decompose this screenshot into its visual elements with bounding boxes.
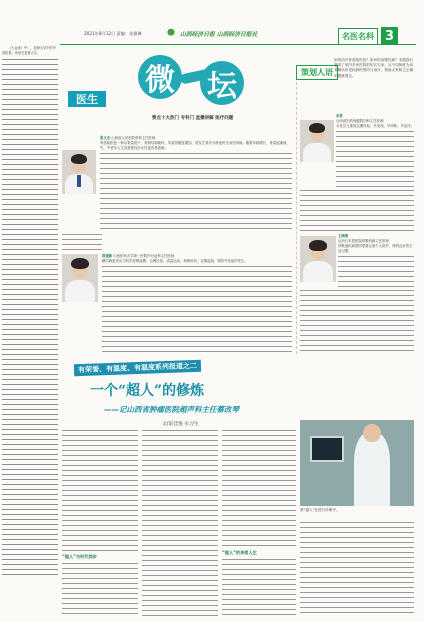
story-column-1 (62, 428, 138, 616)
expert-2-photo (62, 254, 98, 302)
feature-body-lines-2 (300, 288, 414, 352)
hair-shape (71, 154, 87, 165)
expert-4-name: 王晓燕 (338, 234, 349, 238)
story-subhead-1: “超人”与时代同步 (62, 554, 97, 559)
story-column-2-lines (142, 428, 218, 616)
story-column-4 (300, 520, 414, 616)
coat-shape (303, 143, 332, 162)
expert-4-title: 山西白求恩医院呼吸科副主任医师 (338, 239, 389, 244)
feature-body-2 (300, 288, 414, 352)
expert-4-body (338, 254, 414, 288)
doctor-head (363, 424, 381, 442)
section-label: 名医名科 (338, 28, 378, 45)
story-main-title: 一个“超人”的修炼 (90, 383, 205, 399)
expert-2-name: 段建新 (102, 254, 113, 258)
story-photo-caption: 蔡“超人”在进行诊断中。 (300, 508, 340, 512)
banner-char-2: 坛 (200, 61, 244, 105)
story-column-1-lines-2 (62, 561, 138, 615)
coat-shape (303, 261, 333, 282)
left-column-lead: 《大众来》中），亚研大学中的中西医系。冲里总是看大生。 (2, 46, 56, 55)
feature-body-lines (300, 188, 414, 232)
expert-1-photo (62, 150, 96, 194)
newspaper-logo (167, 28, 315, 38)
story-pre-title: 有荣誉、有温度、有温度系列报道之二 (74, 360, 201, 376)
expert-3-block (336, 114, 414, 187)
hair-shape (309, 240, 326, 251)
expert-1-text: 骨质疏松是一种以骨量低下、骨微结构破坏，导致骨脆性增加、易发生骨折为特征的全身性骨病。随着年龄增长，骨量逐渐流失，中老年人尤其是绝经后女性更容易患病。 (100, 141, 287, 151)
feature-intro: 如何治疗骨质疏松症？如何防治慢性病？本期我们邀请了省内多家医院的知名专家，从不同角度为读者解读常见疾病的预防与治疗，帮助大家树立正确的健康观念。 (334, 58, 414, 78)
banner (60, 47, 292, 135)
story-column-4-lines (300, 520, 414, 616)
feature-body-1 (300, 188, 414, 232)
leaf-logo-icon (167, 29, 177, 37)
story-byline: 文/雷佳悦 实习生 (162, 422, 199, 427)
story-column-3 (222, 428, 296, 616)
banner-char-1: 微 (138, 55, 182, 99)
doctor-figure (354, 432, 390, 506)
expert-1-body (100, 151, 292, 229)
hair-shape (309, 123, 325, 133)
expert-4-block (338, 234, 414, 288)
expert-4-text: 呼吸道疾病预防需要注意个人防护，保持良好的生活习惯。 (338, 244, 413, 254)
expert-2-block (102, 254, 292, 354)
expert-1-name: 张文龙 (100, 136, 111, 140)
hair-shape (71, 258, 88, 270)
left-column-body (2, 57, 58, 577)
expert-3-text: 女性应当重视定期体检，早发现、早诊断、早治疗。 (336, 124, 414, 129)
header-rule (60, 44, 416, 45)
expert-2-text: 糖尿病患者应当科学控制血糖，合理饮食、适量运动、规律用药，定期监测，预防并发症的发生。 (102, 259, 248, 264)
banner-slogan: 要点十大热门 专科门 直播讲解 医疗问题 (152, 116, 234, 121)
expert-3-name: 李青 (336, 114, 343, 118)
expert-3-body (336, 129, 414, 187)
story-column-2 (142, 428, 218, 616)
expert-3-title: 山西省妇幼保健院妇科主任医师 (336, 119, 384, 124)
section-header (338, 27, 414, 45)
page-number: 3 (381, 27, 398, 45)
expert-1-title: 山西省人民医院骨科主任医师 (111, 136, 156, 140)
banner-tag: 医生 (68, 91, 106, 107)
story-subhead-2: “超人”的多面人生 (222, 550, 257, 555)
expert-1-block (100, 136, 292, 229)
story-column-3-lines (222, 428, 296, 548)
story-photo (300, 420, 414, 506)
left-mid-body (62, 232, 102, 250)
story-sub-title: ——记山西省肿瘤医院超声科主任蔡改琴 (104, 405, 239, 414)
tie-shape (77, 175, 80, 187)
logo-text: 山西经济日报 山西经济日报社 (180, 31, 258, 38)
banner-title (138, 49, 288, 113)
date-line: 2021年8月12日 责编：张雅琳 (84, 31, 142, 36)
story-column-3-lines-2 (222, 557, 296, 615)
left-mid-text (62, 232, 102, 250)
story-column-1-lines (62, 428, 138, 552)
expert-3-photo (300, 120, 334, 162)
ultrasound-screen (310, 436, 344, 462)
expert-2-body (102, 264, 292, 354)
feature-tag: 策划人语 (296, 65, 338, 80)
coat-shape (65, 280, 95, 302)
left-column-article (2, 46, 58, 620)
expert-4-photo (300, 236, 336, 282)
expert-2-title: 山西医科大学第一医院内分泌科主任医师 (113, 254, 175, 258)
